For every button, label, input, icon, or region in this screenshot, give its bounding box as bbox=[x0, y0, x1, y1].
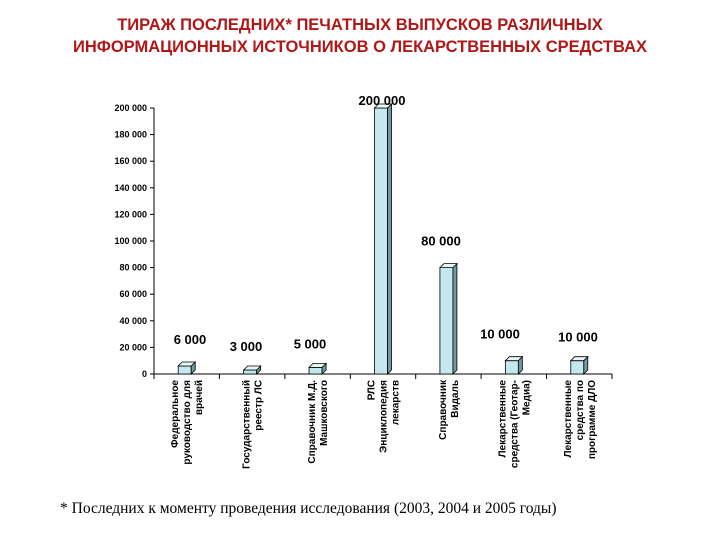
y-tick-label: 180 000 bbox=[114, 129, 147, 140]
bar-front bbox=[375, 108, 388, 374]
category-labels-group bbox=[170, 379, 598, 469]
category-label-line: Лекарственные bbox=[497, 380, 509, 458]
y-tick-label: 100 000 bbox=[114, 236, 147, 246]
bar-front bbox=[178, 366, 191, 374]
bars-group bbox=[178, 104, 588, 374]
category-label-line: Медиа) bbox=[521, 380, 533, 416]
data-label: 200 000 bbox=[358, 93, 406, 108]
category-label-line: лекарств bbox=[390, 380, 402, 426]
category-label bbox=[367, 380, 402, 453]
y-tick-label: 60 000 bbox=[119, 289, 147, 300]
bar-4 bbox=[375, 104, 392, 374]
category-label-line: Федеральное bbox=[170, 380, 182, 448]
data-label: 3 000 bbox=[229, 339, 263, 355]
bar-1 bbox=[178, 362, 195, 374]
category-label-line: Машковского bbox=[319, 380, 331, 446]
category-label-line: реестр ЛС bbox=[253, 380, 265, 431]
y-tick-label: 80 000 bbox=[119, 262, 147, 273]
bar-side bbox=[453, 264, 457, 374]
category-label bbox=[307, 380, 330, 464]
data-label: 80 000 bbox=[421, 233, 461, 249]
category-label-line: врачей bbox=[194, 380, 206, 416]
y-tick-label: 120 000 bbox=[114, 209, 147, 220]
y-tick-label: 140 000 bbox=[114, 182, 147, 193]
bar-front bbox=[505, 361, 518, 374]
footnote: * Последних к моменту проведения исследования (2003, 2004 и 2005 годы) bbox=[60, 500, 557, 517]
y-tick-label: 40 000 bbox=[119, 315, 147, 326]
category-label-line: средства (Геотар- bbox=[509, 380, 521, 469]
bar-front bbox=[244, 370, 257, 374]
category-label-line: программе ДЛО bbox=[586, 380, 598, 460]
y-tick-label: 0 bbox=[141, 369, 147, 379]
y-tick-label: 20 000 bbox=[119, 342, 147, 353]
data-label: 10 000 bbox=[558, 329, 598, 345]
data-label: 10 000 bbox=[480, 326, 520, 342]
y-tick-label: 160 000 bbox=[114, 156, 147, 167]
category-label-line: Видаль bbox=[449, 380, 461, 418]
bar-7 bbox=[571, 357, 588, 374]
category-label-line: руководство для bbox=[182, 380, 194, 465]
category-label-line: Государственный bbox=[241, 380, 253, 469]
category-label-line: Справочник М.Д. bbox=[307, 380, 319, 464]
bar-front bbox=[571, 361, 584, 374]
category-label-line: Энциклопедия bbox=[378, 380, 390, 453]
category-label bbox=[170, 380, 205, 465]
y-tick-label: 200 000 bbox=[114, 103, 147, 113]
category-label-line: РЛС bbox=[366, 380, 378, 401]
bar-6 bbox=[505, 357, 522, 374]
category-label-line: средства по bbox=[574, 380, 586, 441]
category-label bbox=[497, 380, 532, 469]
bar-3 bbox=[309, 363, 326, 374]
bar-front bbox=[440, 268, 453, 374]
bar-front bbox=[309, 367, 322, 374]
bar-side bbox=[388, 104, 392, 374]
x-ticks-group bbox=[154, 374, 612, 379]
data-label: 6 000 bbox=[173, 332, 207, 348]
y-ticks-group bbox=[114, 103, 154, 379]
bar-2 bbox=[244, 366, 261, 374]
title-line-1: ТИРАЖ ПОСЛЕДНИХ* ПЕЧАТНЫХ ВЫПУСКОВ РАЗЛИЧНЫХ bbox=[117, 16, 603, 34]
category-label-line: Лекарственные bbox=[562, 380, 574, 458]
category-label bbox=[563, 380, 598, 460]
title-line-2: ИНФОРМАЦИОННЫХ ИСТОЧНИКОВ О ЛЕКАРСТВЕННЫХ СРЕДСТВАХ bbox=[72, 38, 648, 56]
data-label: 5 000 bbox=[293, 336, 327, 352]
category-label bbox=[438, 379, 461, 440]
category-label bbox=[242, 380, 265, 469]
category-label-line: Справочник bbox=[437, 380, 449, 440]
bar-5 bbox=[440, 264, 457, 374]
